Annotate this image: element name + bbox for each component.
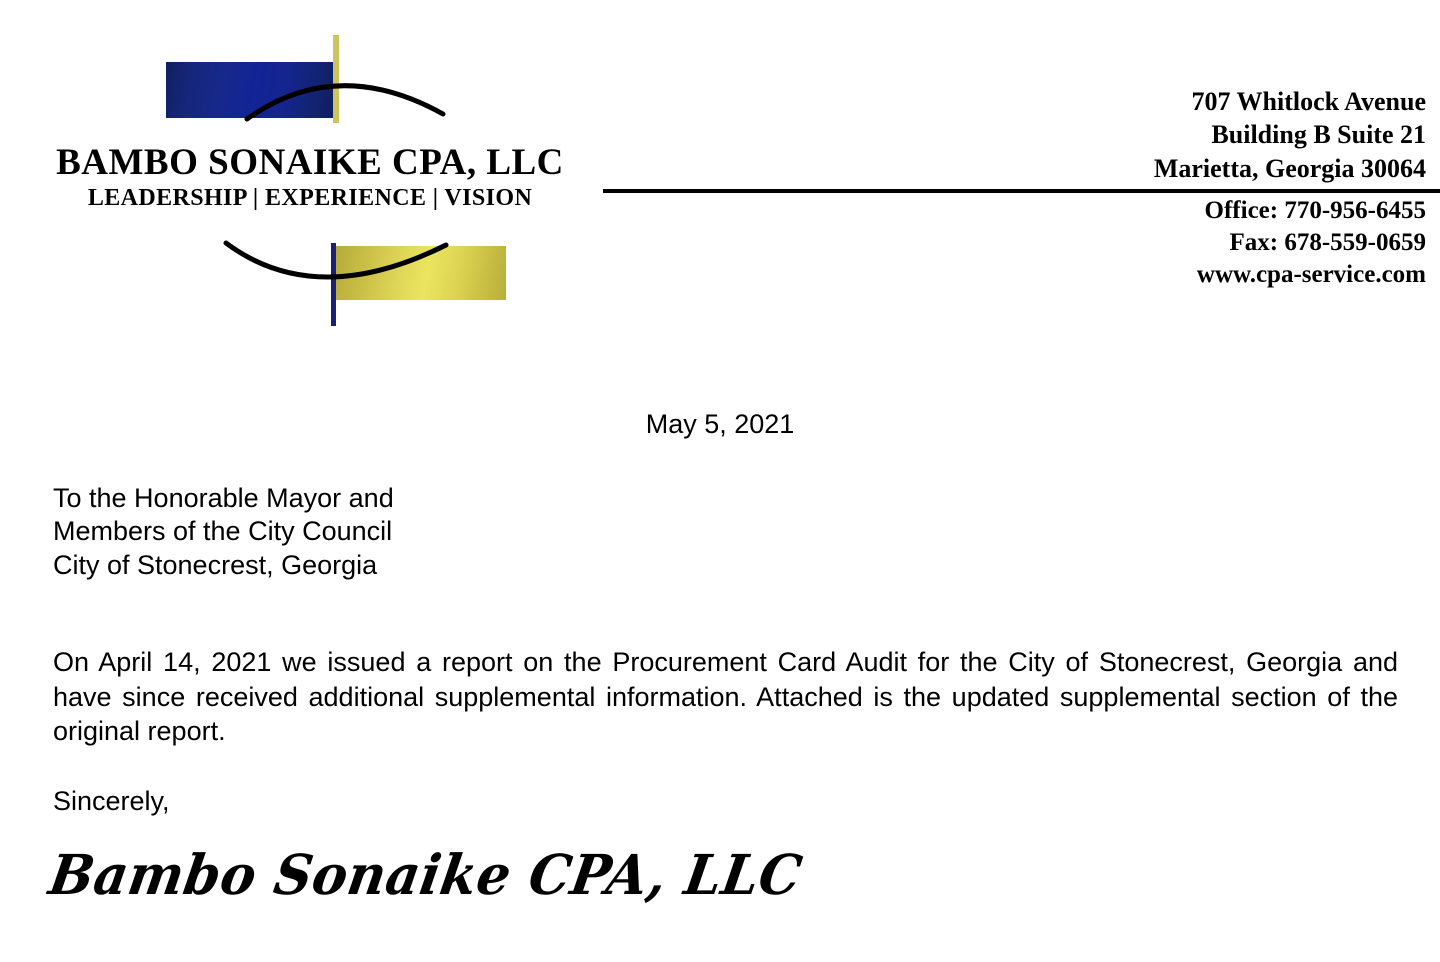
address-line-city: Marietta, Georgia 30064 — [1153, 153, 1426, 183]
company-name: BAMBO SONAIKE CPA, LLC — [56, 142, 564, 183]
address-line-street: 707 Whitlock Avenue — [1191, 87, 1426, 116]
contact-website[interactable]: www.cpa-service.com — [1196, 260, 1426, 288]
company-tagline: LEADERSHIP | EXPERIENCE | VISION — [87, 184, 533, 211]
letter-date: May 5, 2021 — [645, 409, 795, 439]
address-line-suite: Building B Suite 21 — [1211, 120, 1426, 150]
letterhead-divider — [603, 189, 1440, 193]
contact-fax: Fax: 678-559-0659 — [1229, 228, 1426, 256]
contact-block — [906, 195, 1426, 291]
logo-blue-vertical-line — [331, 243, 336, 326]
company-identity — [0, 143, 620, 212]
signature: Bambo Sonaike CPA, LLC — [44, 843, 807, 908]
recipient-line-2: Members of the City Council — [53, 516, 393, 547]
letterhead — [0, 0, 1440, 340]
contact-office-phone: Office: 770-956-6455 — [1204, 196, 1426, 224]
letter-paragraph: On April 14, 2021 we issued a report on the Procurement Card Audit for the City of Stonecrest, Georgia and have since received additional supplemental information. Attached is the updated supplemental section of the original report. — [53, 647, 1398, 747]
recipient-address — [53, 482, 394, 582]
recipient-line-3: City of Stonecrest, Georgia — [53, 549, 378, 580]
logo-yellow-rectangle — [333, 246, 506, 300]
logo-yellow-vertical-line — [333, 35, 339, 123]
address-block — [906, 85, 1426, 291]
recipient-line-1: To the Honorable Mayor and — [53, 483, 394, 513]
letter-closing: Sincerely, — [53, 786, 170, 816]
logo-blue-rectangle — [166, 62, 338, 118]
